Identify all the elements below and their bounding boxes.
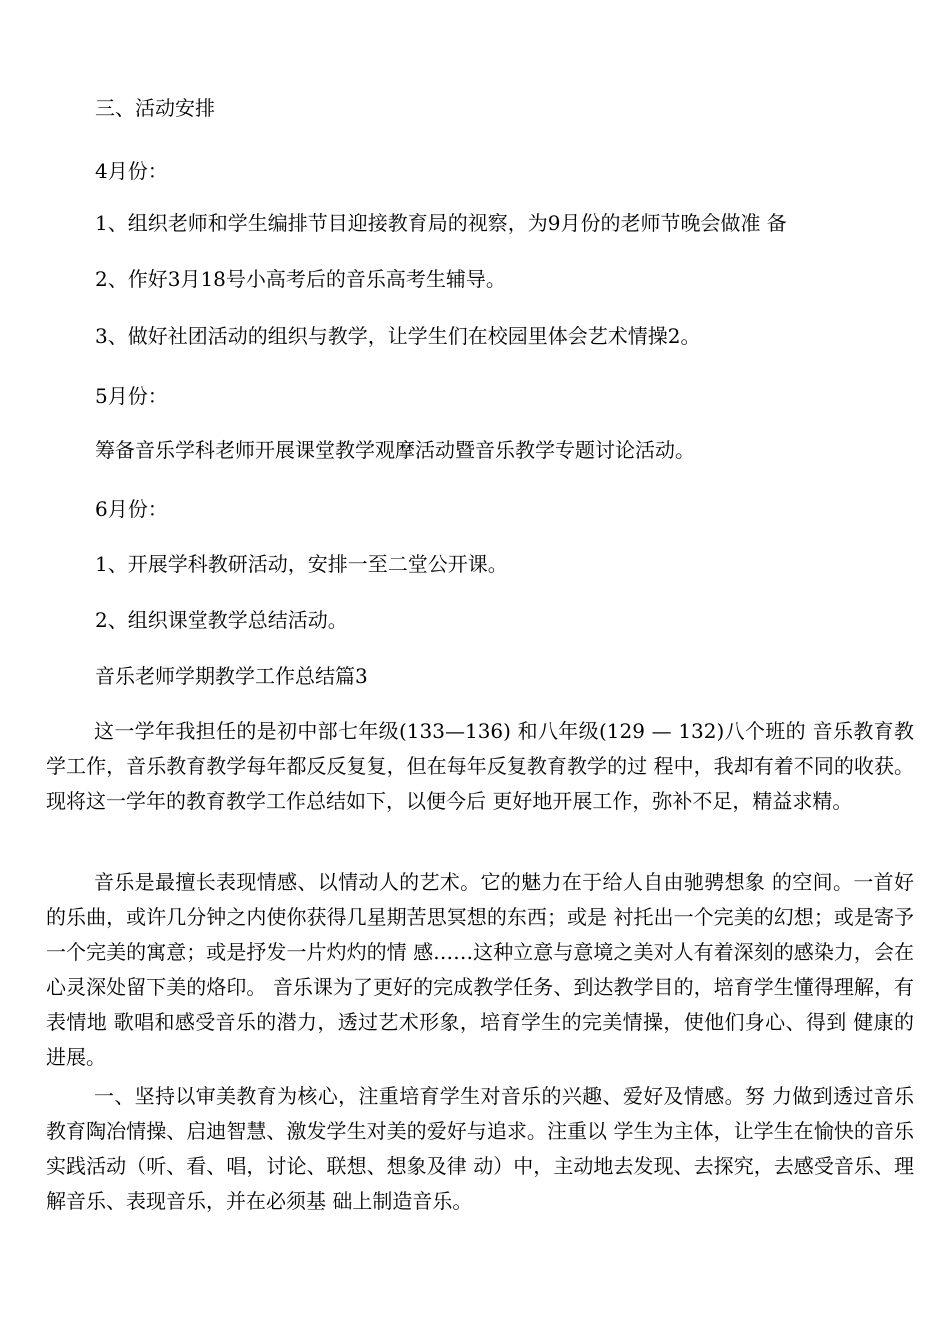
- body-paragraph-1: 这一学年我担任的是初中部七年级(133—136) 和八年级(129 — 132)八个班的 音乐教育教学工作，音乐教育教学每年都反反复复，但在每年反复教育教学的过 程中，我却有着不同的收获。现将这一学年的教育教学工作总结如下，以便今后 更好地开展工作，弥补不足，精益求精。: [46, 719, 914, 813]
- april-label: 4月份：: [95, 159, 168, 183]
- april-item-1: 1、组织老师和学生编排节目迎接教育局的视察，为9月份的老师节晚会做准 备: [95, 211, 787, 235]
- june-label: 6月份：: [95, 497, 168, 521]
- body-paragraph-2: 音乐是最擅长表现情感、以情动人的艺术。它的魅力在于给人自由驰骋想象 的空间。一首好的乐曲，或许几分钟之内使你获得几星期苦思冥想的东西；或是 衬托出一个完美的幻想；或是寄予一个完美的寓意；或是抒发一片灼灼的情 感……这种立意与意境之美对人有着深刻的感染力，会在心灵深处留下美的烙印。 音乐课为了更好的完成教学任务、到达教学目的，培育学生懂得理解，有表情地 歌唱和感受音乐的潜力，透过艺术形象，培育学生的完美情操，使他们身心、得到 健康的进展。: [46, 870, 914, 1069]
- june-item-2: 2、组织课堂教学总结活动。: [95, 608, 348, 632]
- may-text: 筹备音乐学科老师开展课堂教学观摩活动暨音乐教学专题讨论活动。: [95, 438, 695, 462]
- april-item-2: 2、作好3月18号小高考后的音乐高考生辅导。: [95, 267, 506, 291]
- june-item-1: 1、开展学科教研活动，安排一至二堂公开课。: [95, 552, 508, 576]
- section-title: 音乐老师学期教学工作总结篇3: [95, 664, 368, 688]
- heading-activities: 三、活动安排: [95, 96, 215, 120]
- april-item-3: 3、做好社团活动的组织与教学，让学生们在校园里体会艺术情操2。: [95, 324, 701, 348]
- body-paragraph-3: 一、坚持以审美教育为核心，注重培育学生对音乐的兴趣、爱好及情感。努 力做到透过音乐教育陶冶情操、启迪智慧、激发学生对美的爱好与追求。注重以 学生为主体，让学生在愉快的音乐实践活动（听、看、唱，讨论、联想、想象及律 动）中，主动地去发现、去探究，去感受音乐、理解音乐、表现音乐，并在必须基 础上制造音乐。: [46, 1084, 914, 1213]
- may-label: 5月份：: [95, 384, 168, 408]
